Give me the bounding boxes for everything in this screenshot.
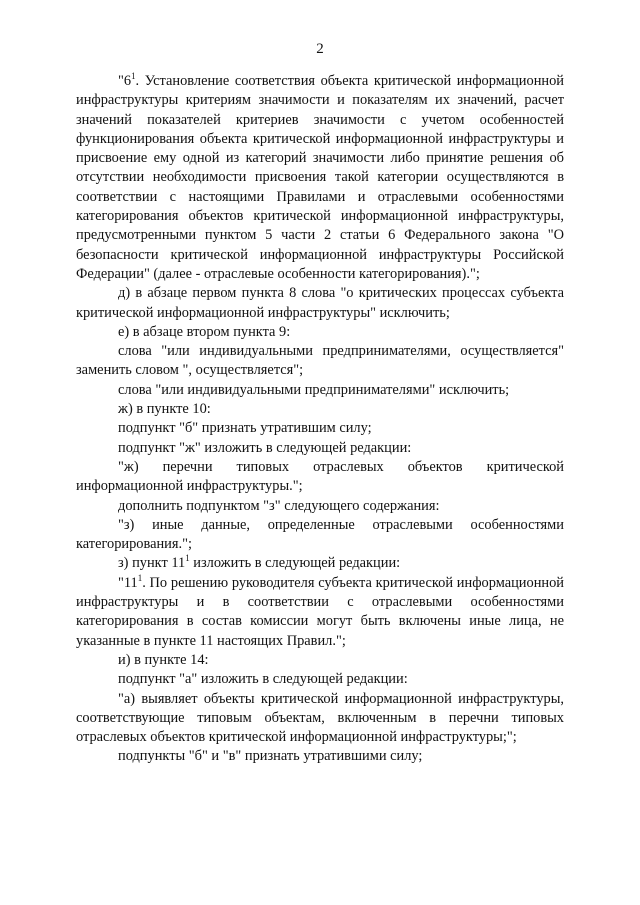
paragraph-item-zh-5: [76, 516, 564, 555]
page-number: 2: [316, 41, 324, 57]
paragraph-text: ж) в пункте 10:: [118, 401, 211, 418]
paragraph-item-i-2: [76, 690, 564, 748]
paragraph-text: "ж) перечни типовых отраслевых объектов критической информационной инфраструктуры.";: [76, 458, 564, 495]
paragraph-item-z: [76, 554, 564, 573]
paragraph-item-i-3: [76, 747, 564, 766]
paragraph-item-zh-2: [76, 439, 564, 458]
paragraph-text: "з) иные данные, определенные отраслевыми особенностями категорирования.";: [76, 516, 564, 553]
paragraph-item-i: [76, 651, 564, 670]
superscript: 1: [185, 553, 190, 564]
paragraph-item-e: [76, 323, 564, 342]
paragraph-item-zh-3: [76, 458, 564, 497]
paragraph-item-i-1: [76, 670, 564, 689]
paragraph-text: слова "или индивидуальными предпринимателями, осуществляется" заменить словом ", осуществляется";: [76, 343, 564, 379]
paragraph-prefix: "11: [118, 574, 138, 591]
superscript: 1: [137, 572, 143, 583]
paragraph-item-d: [76, 284, 564, 323]
paragraph-text: . По решению руководителя субъекта критической информационной инфраструктуры и в соответствии с отраслевыми особенностями категорирования в состав комиссии могут быть включены иные лица, не указанные в пункте 11 настоящих Правил.";: [76, 574, 564, 649]
document-body: [76, 72, 564, 767]
paragraph-item-e-1: [76, 342, 564, 381]
paragraph-text: слова "или индивидуальными предпринимателями" исключить;: [118, 381, 510, 398]
paragraph-text: . Установление соответствия объекта критической информационной инфраструктуры критериям значимости и показателям их значений, расчет значений показателей критериев значимости с учетом особенностей функционирования объекта критической информационной инфраструктуры и присвоение ему одной из категорий значимости либо принятие решения об отсутствии необходимости присвоения такой категории осуществляются в соответствии с настоящими Правилами и отраслевыми особенностями категорирования объектов критической информационной инфраструктуры, предусмотренными пунктом 5 части 2 статьи 6 Федерального закона "О безопасности критической информационной инфраструктуры Российской Федерации" (далее - отраслевые особенности категорирования).";: [76, 73, 564, 282]
paragraph-item-zh-1: [76, 419, 564, 438]
paragraph-text: "а) выявляет объекты критической информационной инфраструктуры, соответствующие типовым объектам, включенным в перечни типовых отраслевых объектов критической информационной инфраструктуры;";: [76, 690, 564, 746]
paragraph-item-zh-4: [76, 497, 564, 516]
paragraph-text: подпункты "б" и "в" признать утратившими силу;: [118, 748, 423, 765]
paragraph-text: е) в абзаце втором пункта 9:: [118, 323, 291, 340]
paragraph-text: изложить в следующей редакции:: [189, 555, 401, 572]
paragraph-clause-11-1: [76, 574, 564, 651]
paragraph-text: подпункт "ж" изложить в следующей редакции:: [118, 439, 412, 456]
paragraph-text: и) в пункте 14:: [118, 651, 209, 668]
paragraph-prefix: "6: [118, 73, 132, 89]
paragraph-text: д) в абзаце первом пункта 8 слова "о критических процессах субъекта критической информационной инфраструктуры" исключить;: [76, 285, 564, 321]
paragraph-clause-6-1: [76, 72, 564, 284]
paragraph-item-zh: [76, 400, 564, 419]
paragraph-prefix: з) пункт 11: [118, 555, 186, 572]
paragraph-text: дополнить подпунктом "з" следующего содержания:: [118, 497, 440, 514]
paragraph-text: подпункт "б" признать утратившим силу;: [118, 420, 372, 437]
superscript: 1: [131, 71, 136, 82]
paragraph-item-e-2: [76, 381, 564, 400]
paragraph-text: подпункт "а" изложить в следующей редакции:: [118, 671, 408, 688]
